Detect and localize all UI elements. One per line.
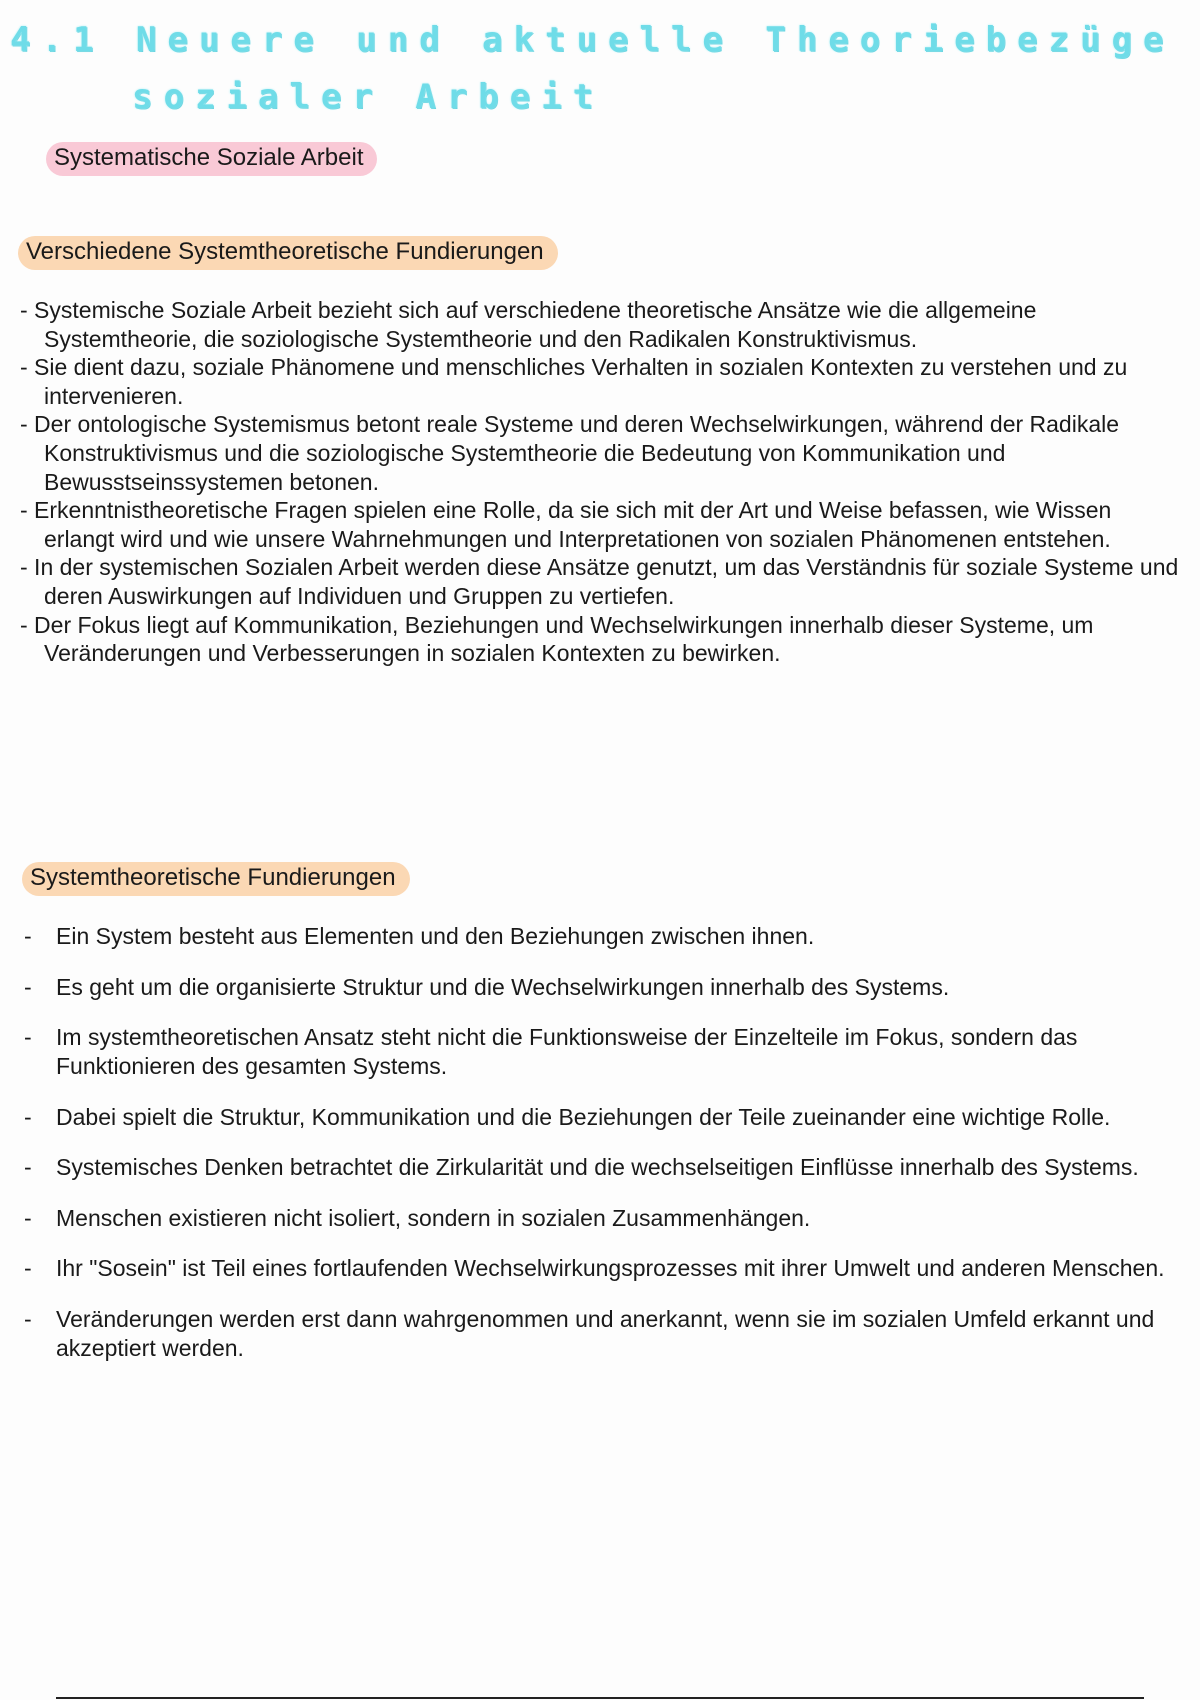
list-item-text: Es geht um die organisierte Struktur und die Wechselwirkungen innerhalb des Systems. [56,973,950,1000]
dash-bullet: - [24,1305,32,1332]
dash-bullet: - [24,923,32,949]
list-item-text: Ein System besteht aus Elementen und den Beziehungen zwischen ihnen. [56,923,815,949]
section2-list [16,922,1176,1384]
list-item-text: Menschen existieren nicht isoliert, sondern in sozialen Zusammenhängen. [56,1204,811,1231]
list-item: - In der systemischen Sozialen Arbeit werden diese Ansätze genutzt, um das Verständnis für soziale Systeme und deren Auswirkungen auf Individuen und Gruppen zu vertiefen. [20,554,1179,609]
list-item: - Erkenntnistheoretische Fragen spielen eine Rolle, da sie sich mit der Art und Weise befassen, wie Wissen erlangt wird und wie unsere Wahrnehmungen und Interpretationen von sozialen Phänomenen entstehen. [20,497,1112,552]
section1-heading: Verschiedene Systemtheoretische Fundierungen [18,236,558,270]
list-item [16,973,1176,1002]
page-title-line-2: sozialer Arbeit [132,77,605,117]
dash-bullet: - [24,973,32,1000]
dash-bullet: - [24,1024,32,1050]
list-item-text: Systemisches Denken betrachtet die Zirkularität und die wechselseitigen Einflüsse innerhalb des Systems. [56,1154,1139,1180]
list-item: - Der ontologische Systemismus betont reale Systeme und deren Wechselwirkungen, während der Radikale Konstruktivismus und die soziologische Systemtheorie die Bedeutung von Kommunikation und Bewusstseinssystemen betonen. [20,411,1120,495]
list-item: - Systemische Soziale Arbeit bezieht sich auf verschiedene theoretische Ansätze wie die allgemeine Systemtheorie, die soziologische Systemtheorie und den Radikalen Konstruktivismus. [20,297,1037,352]
list-item-text: Ihr "Sosein" ist Teil eines fortlaufenden Wechselwirkungsprozesses mit ihrer Umwelt und anderen Menschen. [56,1255,1165,1281]
list-item-text: Im systemtheoretischen Ansatz steht nicht die Funktionsweise der Einzelteile im Fokus, sondern das Funktionieren des gesamten Systems. [56,1024,1078,1079]
list-item [16,1254,1176,1283]
dash-bullet: - [24,1204,32,1231]
list-item [16,1023,1176,1081]
section2-heading: Systemtheoretische Fundierungen [22,862,410,896]
main-heading: Systematische Soziale Arbeit [46,142,377,176]
list-item: - Sie dient dazu, soziale Phänomene und menschliches Verhalten in sozialen Kontexten zu verstehen und zu intervenieren. [20,354,1128,409]
dash-bullet: - [24,1154,32,1180]
list-item [16,922,1176,951]
list-item [16,1204,1176,1233]
list-item-text: Veränderungen werden erst dann wahrgenommen und anerkannt, wenn sie im sozialen Umfeld erkannt und akzeptiert werden. [56,1305,1155,1361]
list-item-text: Dabei spielt die Struktur, Kommunikation und die Beziehungen der Teile zueinander eine wichtige Rolle. [56,1103,1111,1130]
list-item: - Der Fokus liegt auf Kommunikation, Beziehungen und Wechselwirkungen innerhalb dieser Systeme, um Veränderungen und Verbesserungen in sozialen Kontexten zu bewirken. [20,611,1094,667]
dash-bullet: - [24,1103,32,1130]
footer-divider [56,1697,1144,1699]
dash-bullet: - [24,1255,32,1281]
list-item [16,1305,1176,1363]
list-item [16,1103,1176,1132]
page-title-line-1: 4.1 Neuere und aktuelle Theoriebezüge [10,20,1175,60]
list-item [16,1153,1176,1182]
section1-list [20,296,1180,668]
